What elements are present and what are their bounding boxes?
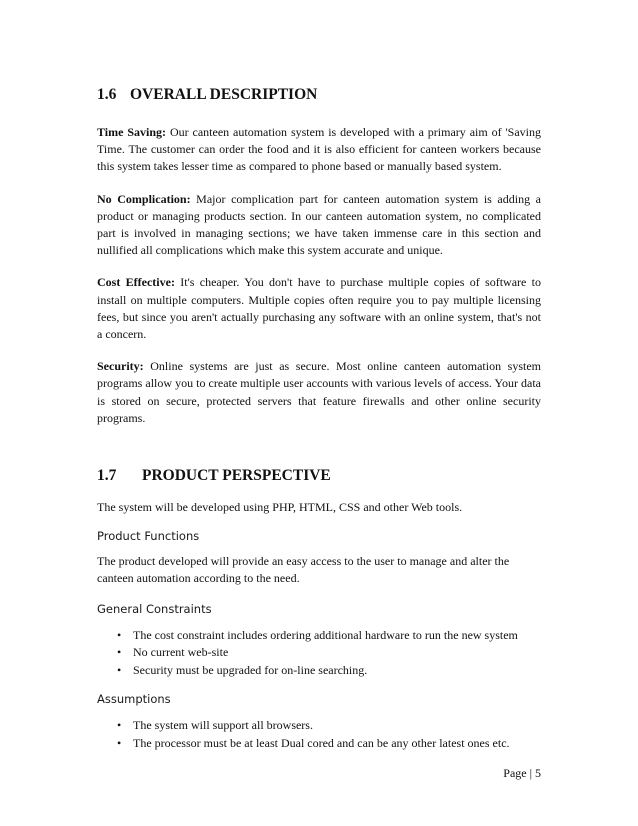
subheading-product-functions: Product Functions	[97, 529, 200, 544]
bullet-icon: •	[117, 718, 122, 733]
list-item: • The processor must be at least Dual cored and can be any other latest ones etc.	[97, 735, 541, 753]
perspective-intro: The system will be developed using PHP, HTML, CSS and other Web tools.	[97, 500, 463, 515]
paragraph-label: Time Saving:	[97, 125, 167, 139]
assumptions-list	[97, 717, 541, 752]
paragraph-label: Security:	[97, 359, 144, 374]
bullet-icon: •	[117, 645, 122, 660]
section-heading-overall-description	[97, 84, 541, 106]
bullet-icon: •	[117, 627, 122, 642]
paragraph-time-saving	[97, 124, 541, 176]
paragraph-label: Cost Effective:	[97, 275, 175, 290]
bullet-icon: •	[117, 662, 122, 677]
list-item: • The system will support all browsers.	[97, 717, 541, 735]
page-number-footer: Page | 5	[503, 766, 541, 780]
section-title: PRODUCT PERSPECTIVE	[142, 467, 331, 485]
paragraph-text: Online systems are just as secure. Most online canteen automation system programs allow you to create multiple user accounts with various levels of access. Your data is stored on secure, protected servers that feature firewalls and other online security programs.	[97, 359, 541, 425]
page-content	[97, 84, 541, 753]
section-title: OVERALL DESCRIPTION	[130, 86, 318, 103]
paragraph-text: It's cheaper. You don't have to purchase multiple copies of software to install on multiple computers. Multiple copies often require you to pay multiple licensing fees, but since you aren't actually purchasing any software with an online system, that's not a concern.	[97, 275, 541, 342]
paragraph-label: No Complication:	[97, 191, 191, 206]
paragraph-security	[97, 358, 541, 427]
section-number: 1.7	[97, 467, 117, 485]
list-item: • Security must be upgraded for on-line searching.	[97, 662, 541, 680]
subheading-general-constraints: General Constraints	[97, 601, 212, 616]
subheading-assumptions: Assumptions	[97, 692, 171, 707]
section-heading-product-perspective	[97, 465, 541, 487]
bullet-icon: •	[117, 736, 122, 751]
section-number: 1.6	[97, 86, 117, 103]
list-item: • No current web-site	[97, 644, 541, 662]
list-item: • The cost constraint includes ordering additional hardware to run the new system	[97, 627, 541, 645]
paragraph-cost-effective	[97, 274, 541, 343]
paragraph-no-complication	[97, 191, 541, 260]
paragraph-text: Our canteen automation system is developed with a primary aim of 'Saving Time. The customer can order the food and it is also efficient for canteen workers because this system takes lesser time as compared to phone based or manually based system.	[97, 125, 541, 174]
product-functions-text: The product developed will provide an easy access to the user to manage and alter the canteen automation according to the need.	[97, 554, 510, 586]
paragraph-text: Major complication part for canteen automation system is adding a product or managing products section. In our canteen automation system, no complicated part is involved in managing sections; we have taken immense care in this section and nullified all complications which make this system accurate and unique.	[97, 191, 542, 258]
general-constraints-list	[97, 627, 541, 680]
